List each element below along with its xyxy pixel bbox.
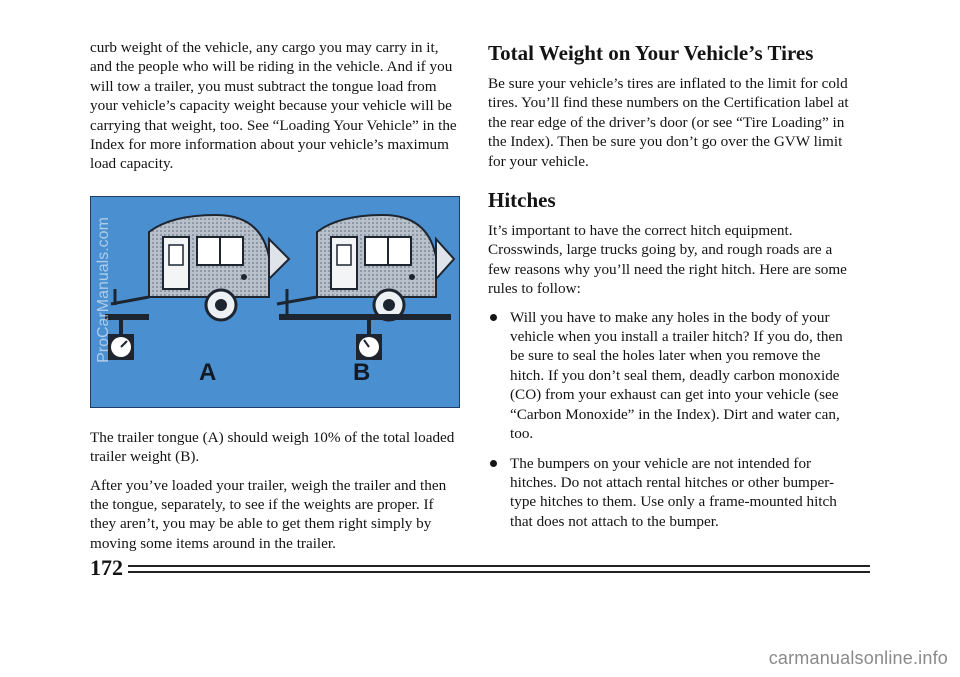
side-watermark	[89, 185, 119, 395]
bullet-icon	[490, 460, 497, 467]
section-heading-hitches: Hitches	[488, 188, 556, 213]
figure-label-a: A	[199, 358, 217, 386]
figure-caption: The trailer tongue (A) should weigh 10% of the total loaded trailer weight (B).	[90, 428, 455, 466]
trailer-diagram	[91, 197, 459, 407]
figure-label-b: B	[353, 358, 371, 386]
page-footer	[90, 555, 870, 585]
trailer-weight-illustration	[90, 196, 460, 408]
page-number: 172	[90, 555, 123, 580]
trailer-a	[105, 215, 289, 360]
section-heading-total-weight: Total Weight on Your Vehicle’s Tires	[488, 41, 814, 65]
side-watermark-text: ProCarManuals.com	[95, 217, 113, 363]
left-column	[90, 38, 458, 562]
hitch-rules-list	[488, 308, 856, 531]
hitches-paragraph: It’s important to have the correct hitch equipment. Crosswinds, large trucks going by, and rough roads are a few reasons why you’ll need the right hitch. Here are some rules to follow:	[488, 222, 847, 298]
intro-paragraph: curb weight of the vehicle, any cargo you may carry in it, and the people who will be riding in the vehicle. And if you will tow a trailer, you must subtract the tongue load from your vehicle’s capacity weight because your vehicle will be carrying that weight, too. See “Loading Your Vehicle” in the Index for more information about your vehicle’s maximum load capacity.	[90, 39, 457, 173]
footer-rule-bottom	[128, 571, 870, 573]
list-item	[488, 308, 856, 444]
trailer-b	[277, 215, 454, 360]
bullet-icon	[490, 314, 497, 321]
list-item-text: The bumpers on your vehicle are not intended for hitches. Do not attach rental hitches or other bumper-type hitches to them. Use only a frame-mounted hitch that does not attach to the bumper.	[510, 454, 837, 530]
total-weight-paragraph: Be sure your vehicle’s tires are inflated to the limit for cold tires. You’ll find these numbers on the Certification label at the rear edge of the driver’s door (or see “Tire Loading” in the Index). Then be sure you don’t go over the GVW limit for your vehicle.	[488, 75, 849, 170]
footer-rule-top	[128, 565, 870, 567]
right-column	[488, 40, 856, 541]
after-loading-paragraph: After you’ve loaded your trailer, weigh the trailer and then the tongue, separately, to see if the weights are proper. If they aren’t, you may be able to get them right simply by moving some items around in the trailer.	[90, 476, 447, 552]
list-item-text: Will you have to make any holes in the body of your vehicle when you install a trailer hitch? If you do, then be sure to seal the holes later when you remove the hitch. If you don’t seal them, deadly carbon monoxide (CO) from your exhaust can get into your vehicle (see “Carbon Monoxide” in the Index). Dirt and water can, too.	[510, 308, 843, 443]
list-item	[488, 454, 856, 532]
bottom-watermark: carmanualsonline.info	[768, 648, 948, 668]
